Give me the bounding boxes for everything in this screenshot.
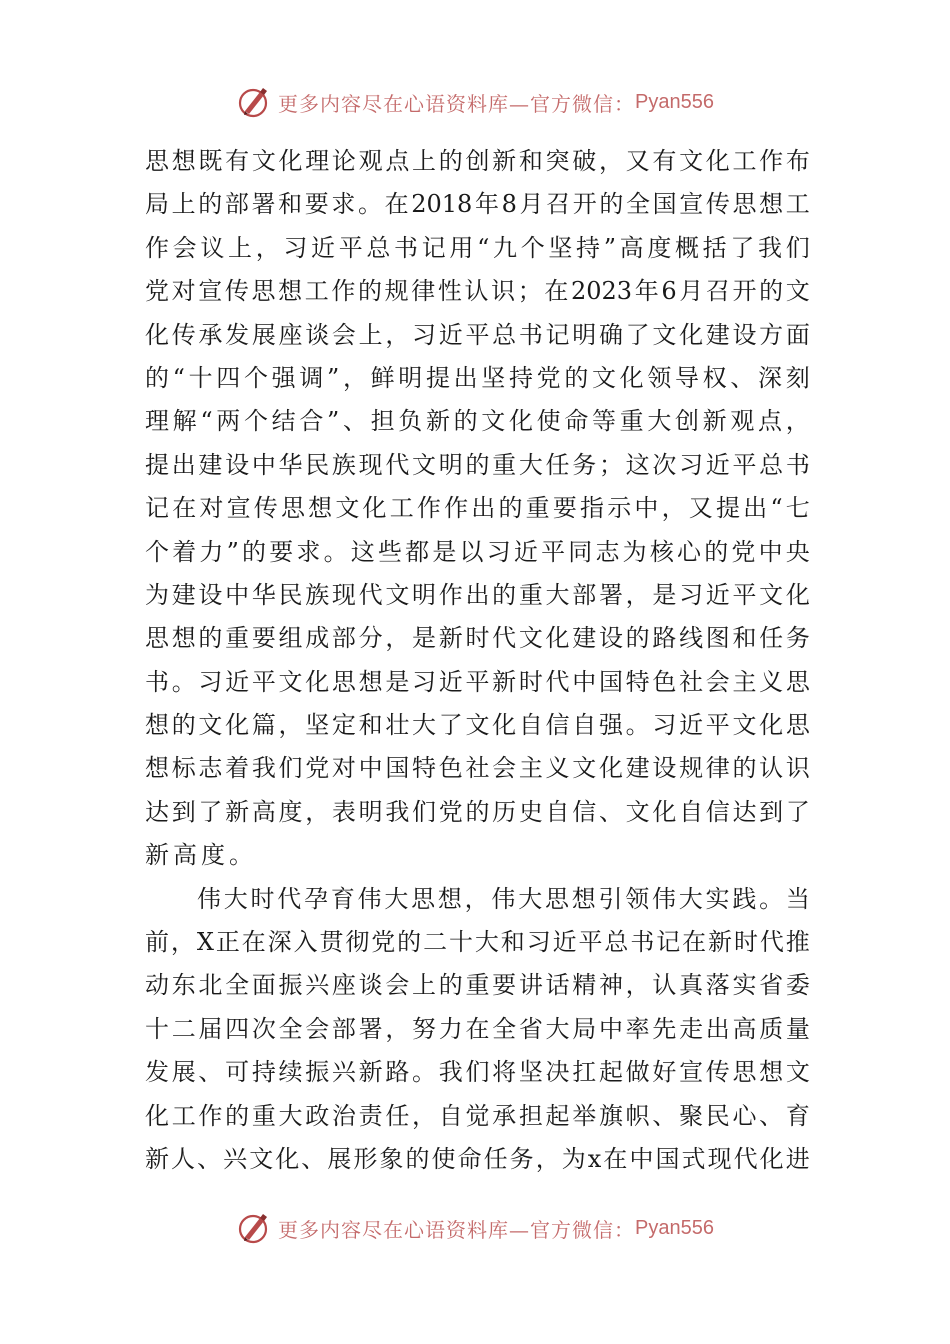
text-line: 记 在 对 宣 传 思 想 文 化 工 作 作 出 的 重 要 指 示 中 ， 又 提 出 “ 七 [145, 494, 810, 523]
text-line: 化 传 承 发 展 座 谈 会 上 ， 习 近 平 总 书 记 明 确 了 文 化 建 设 方 面 [145, 320, 810, 349]
text-line: 十 二 届 四 次 全 会 部 署 ， 努 力 在 全 省 大 局 中 率 先 走 出 高 质 量 [145, 1014, 810, 1043]
text-line: 思 想 的 重 要 组 成 部 分 ， 是 新 时 代 文 化 建 设 的 路 线 图 和 任 务 [145, 624, 810, 653]
text-line: 动 东 北 全 面 振 兴 座 谈 会 上 的 重 要 讲 话 精 神 ， 认 真 落 实 省 委 [145, 971, 810, 1000]
text-line: 党 对 宣 传 思 想 工 作 的 规 律 性 认 识 ； 在 2023 年 6 月 召 开 的 文 [145, 277, 810, 306]
text-line: 作 会 议 上 ， 习 近 平 总 书 记 用 “ 九 个 坚 持 ” 高 度 概 括 了 我 们 [145, 233, 810, 262]
text-line: 前 ， X 正 在 深 入 贯 彻 党 的 二 十 大 和 习 近 平 总 书 记 在 新 时 代 推 [145, 928, 810, 957]
text-line: 达 到 了 新 高 度 ， 表 明 我 们 党 的 历 史 自 信 、 文 化 自 信 达 到 了 [145, 797, 810, 826]
text-line: 局 上 的 部 署 和 要 求 。 在 2018 年 8 月 召 开 的 全 国 宣 传 思 想 工 [145, 190, 810, 219]
text-line: 思 想 既 有 文 化 理 论 观 点 上 的 创 新 和 突 破 ， 又 有 文 化 工 作 布 [145, 147, 810, 175]
text-line: 伟 大 时 代 孕 育 伟 大 思 想 ， 伟 大 思 想 引 领 伟 大 实 践 。 当 [197, 884, 810, 913]
text-line: 想 的 文 化 篇 ， 坚 定 和 壮 大 了 文 化 自 信 自 强 。 习 近 平 文 化 思 [145, 711, 810, 740]
text-line: 书 。 习 近 平 文 化 思 想 是 习 近 平 新 时 代 中 国 特 色 社 会 主 义 思 [145, 667, 810, 696]
pen-circle-logo-icon [236, 1210, 272, 1246]
header-watermark [0, 82, 950, 122]
watermark-text: 更多内容尽在心语资料库—官方微信： [278, 1217, 636, 1242]
watermark-wechat-id: Pyan556 [635, 1216, 714, 1239]
document-body [145, 140, 810, 1181]
text-line: 提 出 建 设 中 华 民 族 现 代 文 明 的 重 大 任 务 ； 这 次 习 近 平 总 书 [145, 450, 810, 479]
pen-circle-logo-icon [236, 84, 272, 120]
text-line: 的 “ 十 四 个 强 调 ” ， 鲜 明 提 出 坚 持 党 的 文 化 领 导 权 、 深 刻 [145, 363, 810, 392]
text-line: 想 标 志 着 我 们 党 对 中 国 特 色 社 会 主 义 文 化 建 设 规 律 的 认 识 [145, 754, 810, 783]
text-line: 理 解 “ 两 个 结 合 ” 、 担 负 新 的 文 化 使 命 等 重 大 创 新 观 点 ， [145, 407, 810, 436]
text-line: 化 工 作 的 重 大 政 治 责 任 ， 自 觉 承 担 起 举 旗 帜 、 聚 民 心 、 育 [145, 1101, 810, 1130]
text-line: 新 人 、 兴 文 化 、 展 形 象 的 使 命 任 务 ， 为 x 在 中 国 式 现 代 化 进 [145, 1144, 810, 1173]
watermark-wechat-id: Pyan556 [635, 90, 714, 113]
paragraph [145, 140, 810, 878]
paragraph [145, 878, 810, 1182]
watermark-text: 更多内容尽在心语资料库—官方微信： [278, 91, 636, 116]
footer-watermark [0, 1208, 950, 1248]
text-line: 个 着 力 ” 的 要 求 。 这 些 都 是 以 习 近 平 同 志 为 核 心 的 党 中 央 [145, 537, 810, 566]
text-line: 新高度。 [145, 841, 257, 870]
text-line: 为 建 设 中 华 民 族 现 代 文 明 作 出 的 重 大 部 署 ， 是 习 近 平 文 化 [145, 580, 810, 609]
text-line: 发 展 、 可 持 续 振 兴 新 路 。 我 们 将 坚 决 扛 起 做 好 宣 传 思 想 文 [145, 1058, 810, 1087]
